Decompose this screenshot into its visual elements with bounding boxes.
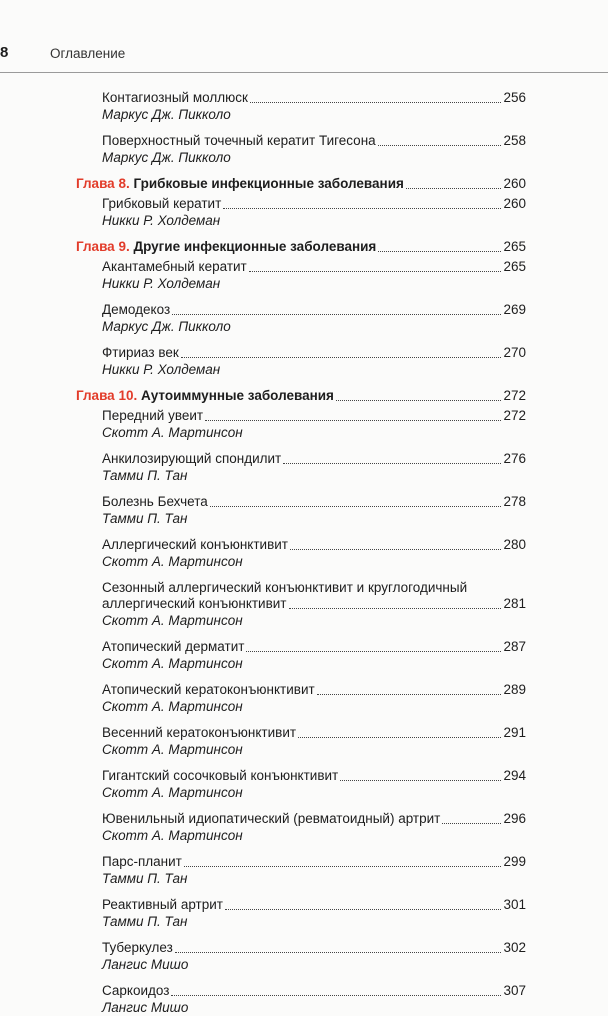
- article-title: Демодекоз: [102, 302, 171, 317]
- article-author: Скотт А. Мартинсон: [102, 613, 243, 628]
- dot-leader: [223, 208, 501, 209]
- page-number-ref: 296: [503, 811, 526, 826]
- article-title: Аллергический конъюнктивит: [102, 537, 288, 552]
- page-number-ref: 294: [503, 768, 526, 783]
- dot-leader: [317, 694, 502, 695]
- toc-row: [102, 345, 526, 361]
- article-title: Передний увеит: [102, 408, 204, 423]
- dot-leader: [283, 463, 501, 464]
- chapter-label: Глава 10.: [76, 388, 138, 403]
- article-title: Ювенильный идиопатический (ревматоидный) артрит: [102, 811, 441, 826]
- article-author: Никки Р. Холдеман: [102, 362, 221, 377]
- dot-leader: [298, 737, 501, 738]
- dot-leader: [246, 651, 501, 652]
- toc-row: [102, 768, 526, 784]
- article-author: Скотт А. Мартинсон: [102, 656, 243, 671]
- article-author: Лангис Мишо: [102, 1000, 189, 1015]
- article-author: Маркус Дж. Пикколо: [102, 150, 231, 165]
- dot-leader: [378, 145, 502, 146]
- article-title: Туберкулез: [102, 940, 173, 955]
- page-number-ref: 265: [503, 239, 526, 254]
- toc-row: [102, 639, 526, 655]
- article-author: Скотт А. Мартинсон: [102, 785, 243, 800]
- toc-row: [102, 537, 526, 553]
- toc-row: [102, 811, 526, 827]
- chapter-title: Аутоиммунные заболевания: [140, 388, 334, 403]
- article-author: Никки Р. Холдеман: [102, 276, 221, 291]
- dot-leader: [184, 866, 502, 867]
- article-title: Поверхностный точечный кератит Тигесона: [102, 133, 376, 148]
- article-title: Акантамебный кератит: [102, 259, 247, 274]
- article-author: Тамми П. Тан: [102, 871, 188, 886]
- dot-leader: [249, 271, 502, 272]
- article-author: Маркус Дж. Пикколо: [102, 107, 231, 122]
- dot-leader: [290, 549, 501, 550]
- page-number-ref: 260: [503, 196, 526, 211]
- dot-leader: [378, 251, 501, 252]
- dot-leader: [250, 102, 502, 103]
- dot-leader: [289, 608, 502, 609]
- chapter-title: Другие инфекционные заболевания: [133, 239, 377, 254]
- dot-leader: [172, 314, 501, 315]
- page-number-ref: 302: [503, 940, 526, 955]
- article-title: Гигантский сосочковый конъюнктивит: [102, 768, 339, 783]
- page-number-ref: 278: [503, 494, 526, 509]
- page-number-ref: 287: [503, 639, 526, 654]
- article-title: Атопический кератоконъюнктивит: [102, 682, 315, 697]
- article-title: Грибковый кератит: [102, 196, 222, 211]
- page-number-ref: 280: [503, 537, 526, 552]
- article-title: Анкилозирующий спондилит: [102, 451, 282, 466]
- article-title: Атопический дерматит: [102, 639, 245, 654]
- article-author: Скотт А. Мартинсон: [102, 554, 243, 569]
- toc-row: [102, 897, 526, 913]
- article-author: Лангис Мишо: [102, 957, 189, 972]
- article-author: Никки Р. Холдеман: [102, 213, 221, 228]
- page-number-ref: 270: [503, 345, 526, 360]
- dot-leader: [181, 357, 502, 358]
- toc-row: [102, 133, 526, 149]
- dot-leader: [171, 995, 501, 996]
- page-number-ref: 281: [503, 596, 526, 611]
- dot-leader: [210, 506, 502, 507]
- article-title: Контагиозный моллюск: [102, 90, 248, 105]
- toc-row: [102, 854, 526, 870]
- dot-leader: [175, 952, 502, 953]
- article-author: Скотт А. Мартинсон: [102, 699, 243, 714]
- toc-row: [102, 983, 526, 999]
- toc-row: [102, 494, 526, 510]
- toc-row: [102, 196, 526, 212]
- dot-leader: [442, 823, 501, 824]
- dot-leader: [225, 909, 502, 910]
- toc-row: [102, 302, 526, 318]
- article-title-line: Сезонный аллергический конъюнктивит и круглогодичный: [102, 580, 468, 595]
- page-number-ref: 258: [503, 133, 526, 148]
- article-author: Скотт А. Мартинсон: [102, 828, 243, 843]
- toc-row: [102, 408, 526, 424]
- article-author: Скотт А. Мартинсон: [102, 425, 243, 440]
- article-author: Маркус Дж. Пикколо: [102, 319, 231, 334]
- article-title: Фтириаз век: [102, 345, 179, 360]
- running-header-title: Оглавление: [50, 46, 126, 61]
- article-author: Тамми П. Тан: [102, 468, 188, 483]
- page-number-ref: 269: [503, 302, 526, 317]
- dot-leader: [336, 400, 502, 401]
- toc-row: [102, 259, 526, 275]
- article-title: Болезнь Бехчета: [102, 494, 208, 509]
- page-number-ref: 272: [503, 388, 526, 403]
- article-title: Саркоидоз: [102, 983, 170, 998]
- article-author: Скотт А. Мартинсон: [102, 742, 243, 757]
- article-author: Тамми П. Тан: [102, 511, 188, 526]
- page-number-ref: 260: [503, 176, 526, 191]
- toc-row: [102, 940, 526, 956]
- chapter-label: Глава 8.: [76, 176, 130, 191]
- page-number-ref: 289: [503, 682, 526, 697]
- dot-leader: [406, 188, 502, 189]
- toc-row: [102, 725, 526, 741]
- toc-row: [76, 239, 526, 255]
- toc-row: [76, 176, 526, 192]
- page-number-ref: 299: [503, 854, 526, 869]
- article-title: Реактивный артрит: [102, 897, 223, 912]
- chapter-label: Глава 9.: [76, 239, 130, 254]
- chapter-title: Грибковые инфекционные заболевания: [133, 176, 404, 191]
- page-number-ref: 256: [503, 90, 526, 105]
- page-number-ref: 307: [503, 983, 526, 998]
- page-number-ref: 291: [503, 725, 526, 740]
- toc-row: [76, 388, 526, 404]
- dot-leader: [205, 420, 501, 421]
- toc-row: [102, 451, 526, 467]
- page-number-ref: 301: [503, 897, 526, 912]
- dot-leader: [340, 780, 501, 781]
- article-title: Весенний кератоконъюнктивит: [102, 725, 297, 740]
- page-number: 8: [0, 44, 9, 61]
- article-title: аллергический конъюнктивит: [102, 596, 287, 611]
- toc-row: [102, 596, 526, 612]
- toc-row: [102, 90, 526, 106]
- article-title: Парс-планит: [102, 854, 182, 869]
- page-number-ref: 265: [503, 259, 526, 274]
- article-author: Тамми П. Тан: [102, 914, 188, 929]
- toc-row: [102, 682, 526, 698]
- page-number-ref: 276: [503, 451, 526, 466]
- page-number-ref: 272: [503, 408, 526, 423]
